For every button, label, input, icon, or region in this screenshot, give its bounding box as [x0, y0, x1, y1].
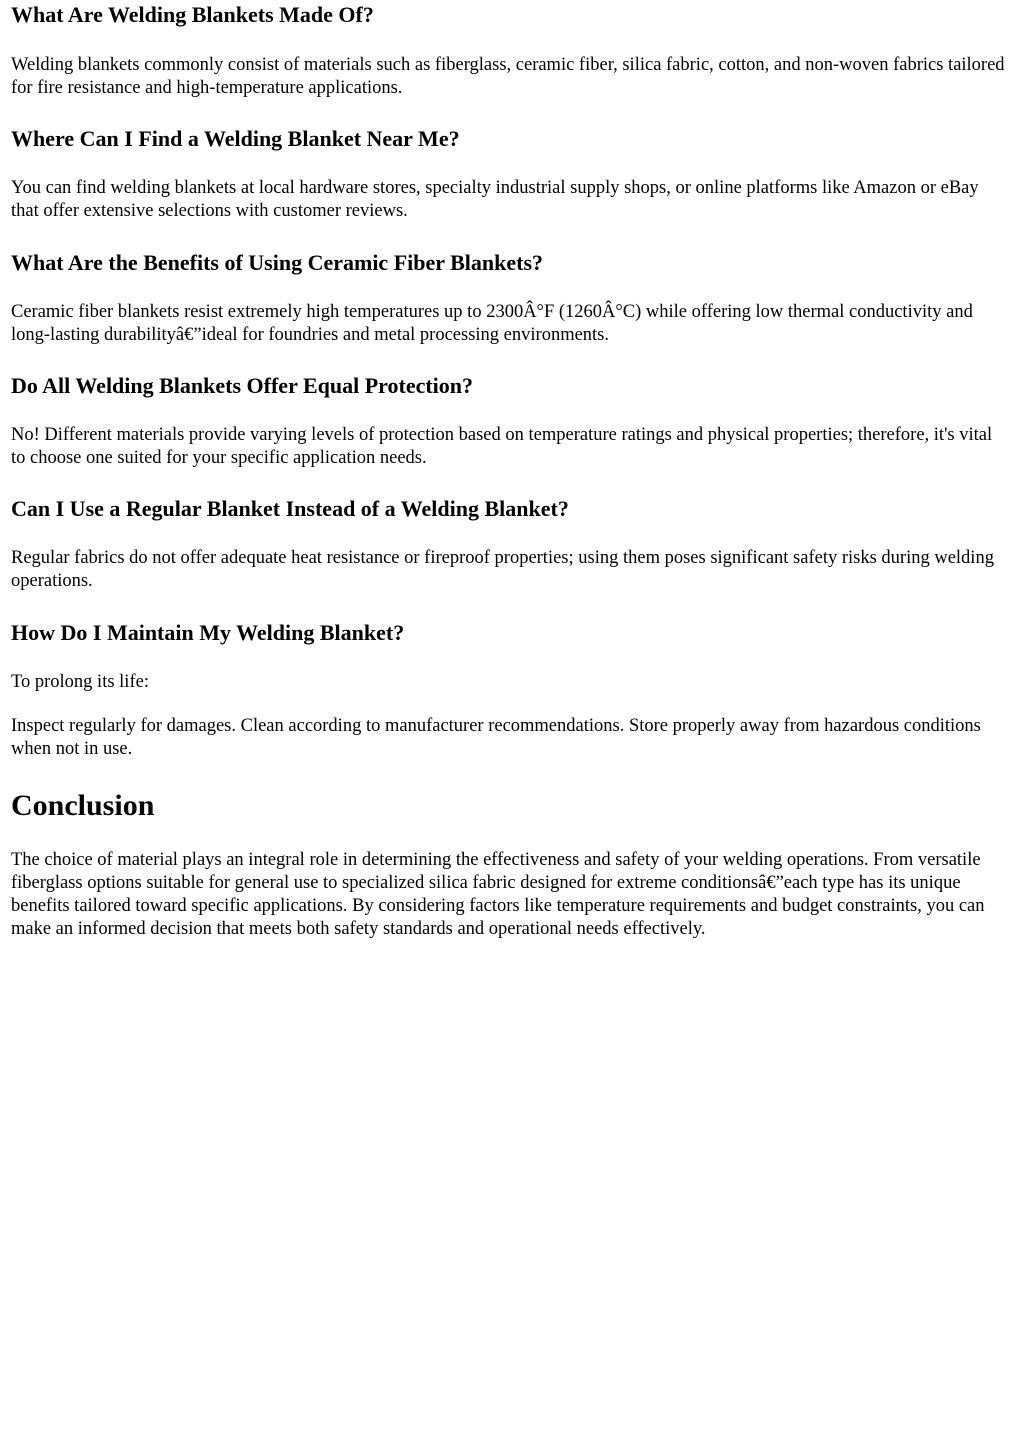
faq-item: [11, 250, 1010, 347]
faq-question: What Are the Benefits of Using Ceramic Fiber Blankets?: [11, 250, 544, 275]
faq-item: [11, 496, 1010, 593]
faq-question: What Are Welding Blankets Made Of?: [11, 2, 374, 27]
faq-item: [11, 373, 1010, 470]
faq-answer: You can find welding blankets at local hardware stores, specialty industrial supply shops, or online platforms like Amazon or eBay that offer extensive selections with customer reviews.: [11, 178, 979, 221]
article-page: [0, 2, 1024, 1448]
faq-answer: Welding blankets commonly consist of materials such as fiberglass, ceramic fiber, silica fabric, cotton, and non-woven fabrics tailored for fire resistance and high-temperature applications.: [11, 55, 1005, 98]
conclusion-section: [11, 788, 1010, 941]
faq-answer: Regular fabrics do not offer adequate heat resistance or fireproof properties; using them poses significant safety risks during welding operations.: [11, 548, 994, 591]
faq-question: Can I Use a Regular Blanket Instead of a Welding Blanket?: [11, 496, 569, 521]
conclusion-body: The choice of material plays an integral role in determining the effectiveness and safety of your welding operations. From versatile fiberglass options suitable for general use to specialized silica fabric designed for extreme conditionsâ€”each type has its unique benefits tailored toward specific applications. By considering factors like temperature requirements and budget constraints, you can make an informed decision that meets both safety standards and operational needs effectively.: [11, 850, 985, 939]
conclusion-heading: Conclusion: [11, 789, 155, 822]
faq-answer: Inspect regularly for damages. Clean according to manufacturer recommendations. Store properly away from hazardous conditions when not in use.: [11, 716, 981, 759]
faq-question: Do All Welding Blankets Offer Equal Protection?: [11, 373, 474, 398]
faq-answer-intro: To prolong its life:: [11, 672, 149, 692]
faq-item: [11, 126, 1010, 223]
faq-answer: No! Different materials provide varying levels of protection based on temperature ratings and physical properties; therefore, it's vital to choose one suited for your specific application needs.: [11, 425, 993, 468]
faq-question: How Do I Maintain My Welding Blanket?: [11, 620, 405, 645]
faq-section: [11, 2, 1010, 761]
faq-answer: Ceramic fiber blankets resist extremely high temperatures up to 2300Â°F (1260Â°C) while offering low thermal conductivity and long-lasting durabilityâ€”ideal for foundries and metal processing environments.: [11, 302, 973, 345]
faq-question: Where Can I Find a Welding Blanket Near Me?: [11, 126, 460, 151]
faq-item: [11, 620, 1010, 761]
faq-item: [11, 2, 1010, 100]
